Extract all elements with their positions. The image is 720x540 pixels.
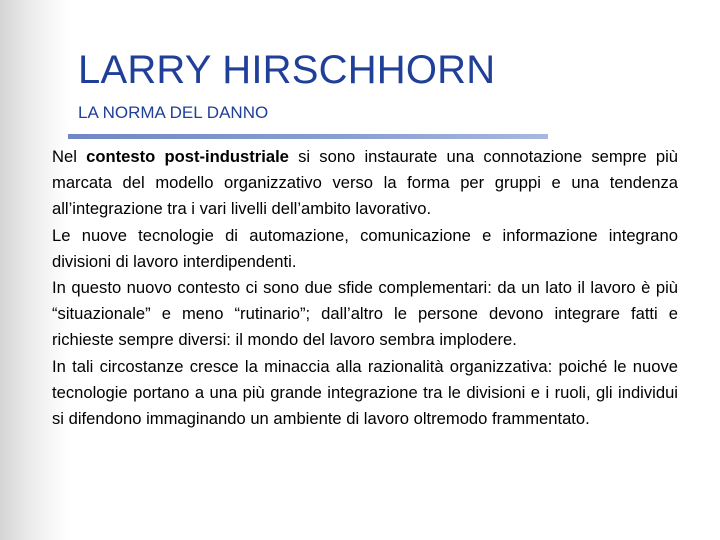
paragraph-technologies: Le nuove tecnologie di automazione, comunicazione e informazione integrano divisioni di lavoro interdipendenti.	[52, 225, 678, 271]
slide-title: LARRY HIRSCHHORN	[78, 48, 496, 92]
bold-term-contesto: contesto post-industriale	[86, 147, 289, 166]
slide-subtitle: LA NORMA DEL DANNO	[78, 103, 269, 122]
paragraph-challenges: In questo nuovo contesto ci sono due sfide complementari: da un lato il lavoro è più “situazionale” e meno “rutinario”; dall’altro le persone devono integrare fatti e richieste sempre diversi: il mondo del lavoro sembra implodere.	[52, 278, 678, 350]
slide-body	[52, 144, 678, 432]
title-divider	[68, 134, 548, 139]
paragraph-1-rest: si sono instaurate una connotazione sempre più marcata del modello organizzativo verso la forma per gruppi e una tendenza all’integrazione tra i vari livelli dell’ambito lavorativo.	[52, 147, 679, 219]
paragraph-threat: In tali circostanze cresce la minaccia alla razionalità organizzativa: poiché le nuove tecnologie portano a una più grande integrazione tra le divisioni e i ruoli, gli individui si difendono immaginando un ambiente di lavoro oltremodo frammentato.	[52, 356, 678, 429]
paragraph-post-industrial	[52, 144, 678, 223]
paragraph-1-lead: Nel	[52, 147, 87, 166]
